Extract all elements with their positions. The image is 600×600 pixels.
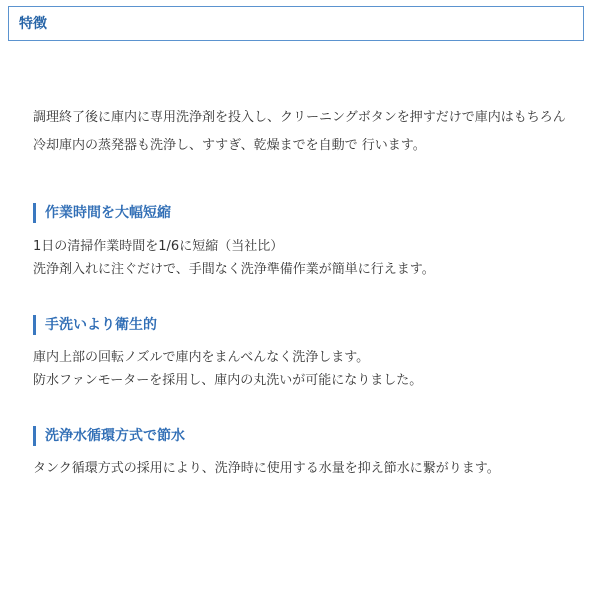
heading-accent-bar xyxy=(33,426,36,446)
feature-heading: 作業時間を大幅短縮 xyxy=(45,205,171,221)
intro-line: 冷却庫内の蒸発器も洗浄し、すすぎ、乾燥までを自動で 行います。 xyxy=(33,138,426,153)
feature-heading: 手洗いより衛生的 xyxy=(45,317,157,333)
heading-accent-bar xyxy=(33,203,36,223)
feature-text-line: 洗浄剤入れに注ぐだけで、手間なく洗浄準備作業が簡単に行えます。 xyxy=(33,262,435,277)
feature-text-line: タンク循環方式の採用により、洗浄時に使用する水量を抑え節水に繋がります。 xyxy=(33,461,500,476)
feature-text-line: 庫内上部の回転ノズルで庫内をまんべんなく洗浄します。 xyxy=(33,350,370,365)
feature-text-line: 1日の清掃作業時間を1/6に短縮（当社比） xyxy=(33,239,284,254)
intro-line: 調理終了後に庫内に専用洗浄剤を投入し、クリーニングボタンを押すだけで庫内はもちろん xyxy=(33,110,566,125)
feature-heading: 洗浄水循環方式で節水 xyxy=(45,428,185,444)
heading-accent-bar xyxy=(33,315,36,335)
page-title: 特徴 xyxy=(19,16,47,32)
section-header xyxy=(8,6,584,41)
feature-text-line: 防水ファンモーターを採用し、庫内の丸洗いが可能になりました。 xyxy=(33,373,423,388)
